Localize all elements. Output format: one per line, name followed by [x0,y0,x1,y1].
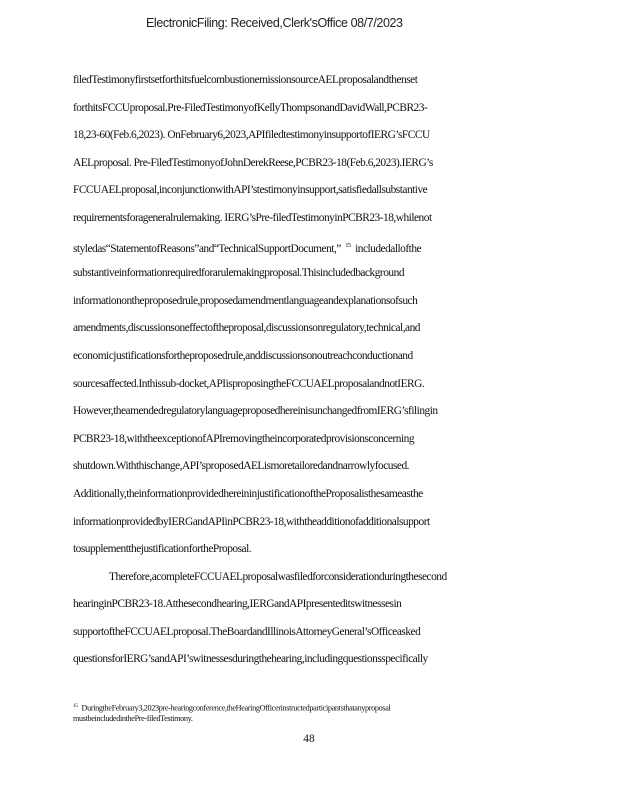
body-line: However,theamendedregulatorylanguageproposedhereinisunchangedfromIERG’sfilingin [73,405,438,418]
body-line: informationontheproposedrule,proposedamendmentlanguageandexplanationsofsuch [73,294,418,307]
body-line: 18,23-60(Feb.6,2023). OnFebruary6,2023,APIfiledtestimonyinsupportofIERG’sFCCU [73,129,430,142]
body-line: sourcesaffected.Inthissub-docket,APIisproposingtheFCCUAELproposalandnotIERG. [73,377,425,390]
body-line: tosupplementthejustificationfortheProposal. [73,543,252,556]
footnote-text: DuringtheFebruary3,2023pre-hearingconference,theHearingOfficerinstructedparticipantsthatanyproposal [81,703,391,713]
footnote-line: mustbeincludedinthePre-filedTestimony. [73,714,193,724]
body-line-text: includedallofthe [355,242,422,255]
footnote-number: 15 [73,703,78,709]
main-body-text [73,70,503,677]
body-line: questionsforIERG’sandAPI’switnessesduringthehearing,includingquestionsspecifically [73,653,428,666]
footnote [73,701,503,725]
body-line: informationprovidedbyIERGandAPIinPCBR23-18,withtheadditionofadditionalsupport [73,515,430,528]
body-line: requirementsforageneralrulemaking. IERG’sPre-filedTestimonyinPCBR23-18,whilenot [73,211,432,224]
body-line: forthitsFCCUproposal.Pre-FiledTestimonyofKellyThompsonandDavidWall,PCBR23- [73,101,428,114]
body-line: FCCUAELproposal,inconjunctionwithAPI’stestimonyinsupport,satisfiedallsubstantive [73,184,428,197]
body-line: supportoftheFCCUAELproposal.TheBoardandIllinoisAttorneyGeneral’sOfficeasked [73,625,421,638]
body-line: substantiveinformationrequiredforarulemakingproposal.Thisincludedbackground [73,267,405,280]
body-line: hearinginPCBR23-18.Atthesecondhearing,IERGandAPIpresenteditswitnessesin [73,598,402,611]
body-line: Additionally,theinformationprovidedhereininjustificationoftheProposalisthesameasthe [73,487,423,500]
page-number: 48 [303,733,315,745]
body-line: economicjustificationsfortheproposedrule,anddiscussionsonoutreachconductionand [73,349,413,362]
body-line-with-footnote [73,236,503,264]
body-line-text: styledas“StatementofReasons”and“TechnicalSupportDocument,” [73,242,341,255]
body-line: shutdown.Withthischange,API’sproposedAELismoretailoredandnarrowlyfocused. [73,460,410,473]
footnote-line [73,701,503,714]
body-line: amendments,discussionsoneffectoftheproposal,discussionsonregulatory,technical,and [73,322,421,335]
paragraph-first-line: Therefore,acompleteFCCUAELproposalwasfiledforconsiderationduringthesecond [109,570,447,583]
body-line: AELproposal. Pre-FiledTestimonyofJohnDerekReese,PCBR23-18(Feb.6,2023).IERG’s [73,156,433,169]
body-line: PCBR23-18,withtheexceptionofAPIremovingtheincorporatedprovisionsconcerning [73,432,415,445]
body-line: filedTestimonyfirstsetforthitsfuelcombustionemissionsourceAELproposalandthenset [73,74,418,86]
footnote-reference[interactable]: 15 [345,241,351,249]
filing-stamp-header: ElectronicFiling: Received,Clerk'sOffice 08/7/2023 [146,16,403,30]
